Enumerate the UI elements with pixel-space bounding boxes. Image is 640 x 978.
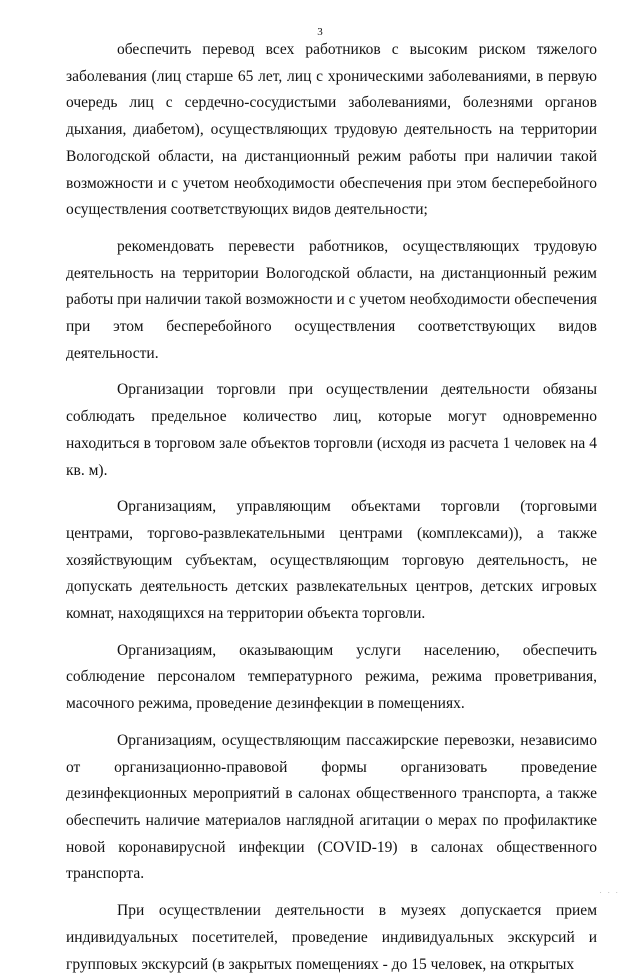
paragraph-services-sanitary-measures: Организациям, оказывающим услуги населению, обеспечить соблюдение персоналом температурного режима, режима проветривания, масочного режима, проведение дезинфекции в помещениях. <box>66 641 597 713</box>
paragraph-public-transport-disinfection: Организациям, осуществляющим пассажирские перевозки, независимо от организационно-правовой формы организовать проведение дезинфекционных мероприятий в салонах общественного транспорта, а также обеспечить наличие материалов наглядной агитации о мерах по профилактике новой коронавирусной инфекции (COVID-19) в салонах общественного транспорта. <box>66 731 597 883</box>
paragraph-museums-visitors: При осуществлении деятельности в музеях допускается прием индивидуальных посетителей, проведение индивидуальных экскурсий и групповых экскурсий (в закрытых помещениях - до 15 человек, на открытых <box>66 902 597 973</box>
paragraph-trade-occupancy-limit: Организации торговли при осуществлении деятельности обязаны соблюдать предельное количество лиц, которые могут одновременно находиться в торговом зале объектов торговли (исходя из расчета 1 человек на 4 кв. м). <box>66 381 597 479</box>
corner-mark: · · · <box>599 889 620 897</box>
document-body <box>66 37 597 978</box>
paragraph-shopping-centers-kids-rooms: Организациям, управляющим объектами торговли (торговыми центрами, торгово-развлекательными центрами (комплексами)), а также хозяйствующим субъектам, осуществляющим торговую деятельность, не допускать деятельность детских развлекательных центров, детских игровых комнат, находящихся на территории объекта торговли. <box>66 498 597 623</box>
page-number: 3 <box>317 26 323 38</box>
paragraph-remote-work-high-risk: обеспечить перевод всех работников с высоким риском тяжелого заболевания (лиц старше 65 лет, лиц с хроническими заболеваниями, в первую очередь лиц с сердечно-сосудистыми заболеваниями, болезнями органов дыхания, диабетом), осуществляющих трудовую деятельность на территории Вологодской области, на дистанционный режим работы при наличии такой возможности и с учетом необходимости обеспечения при этом бесперебойного осуществления соответствующих видов деятельности; <box>66 41 597 219</box>
paragraph-remote-work-recommendation: рекомендовать перевести работников, осуществляющих трудовую деятельность на территории Вологодской области, на дистанционный режим работы при наличии такой возможности и с учетом необходимости обеспечения при этом бесперебойного осуществления соответствующих видов деятельности. <box>66 237 597 362</box>
